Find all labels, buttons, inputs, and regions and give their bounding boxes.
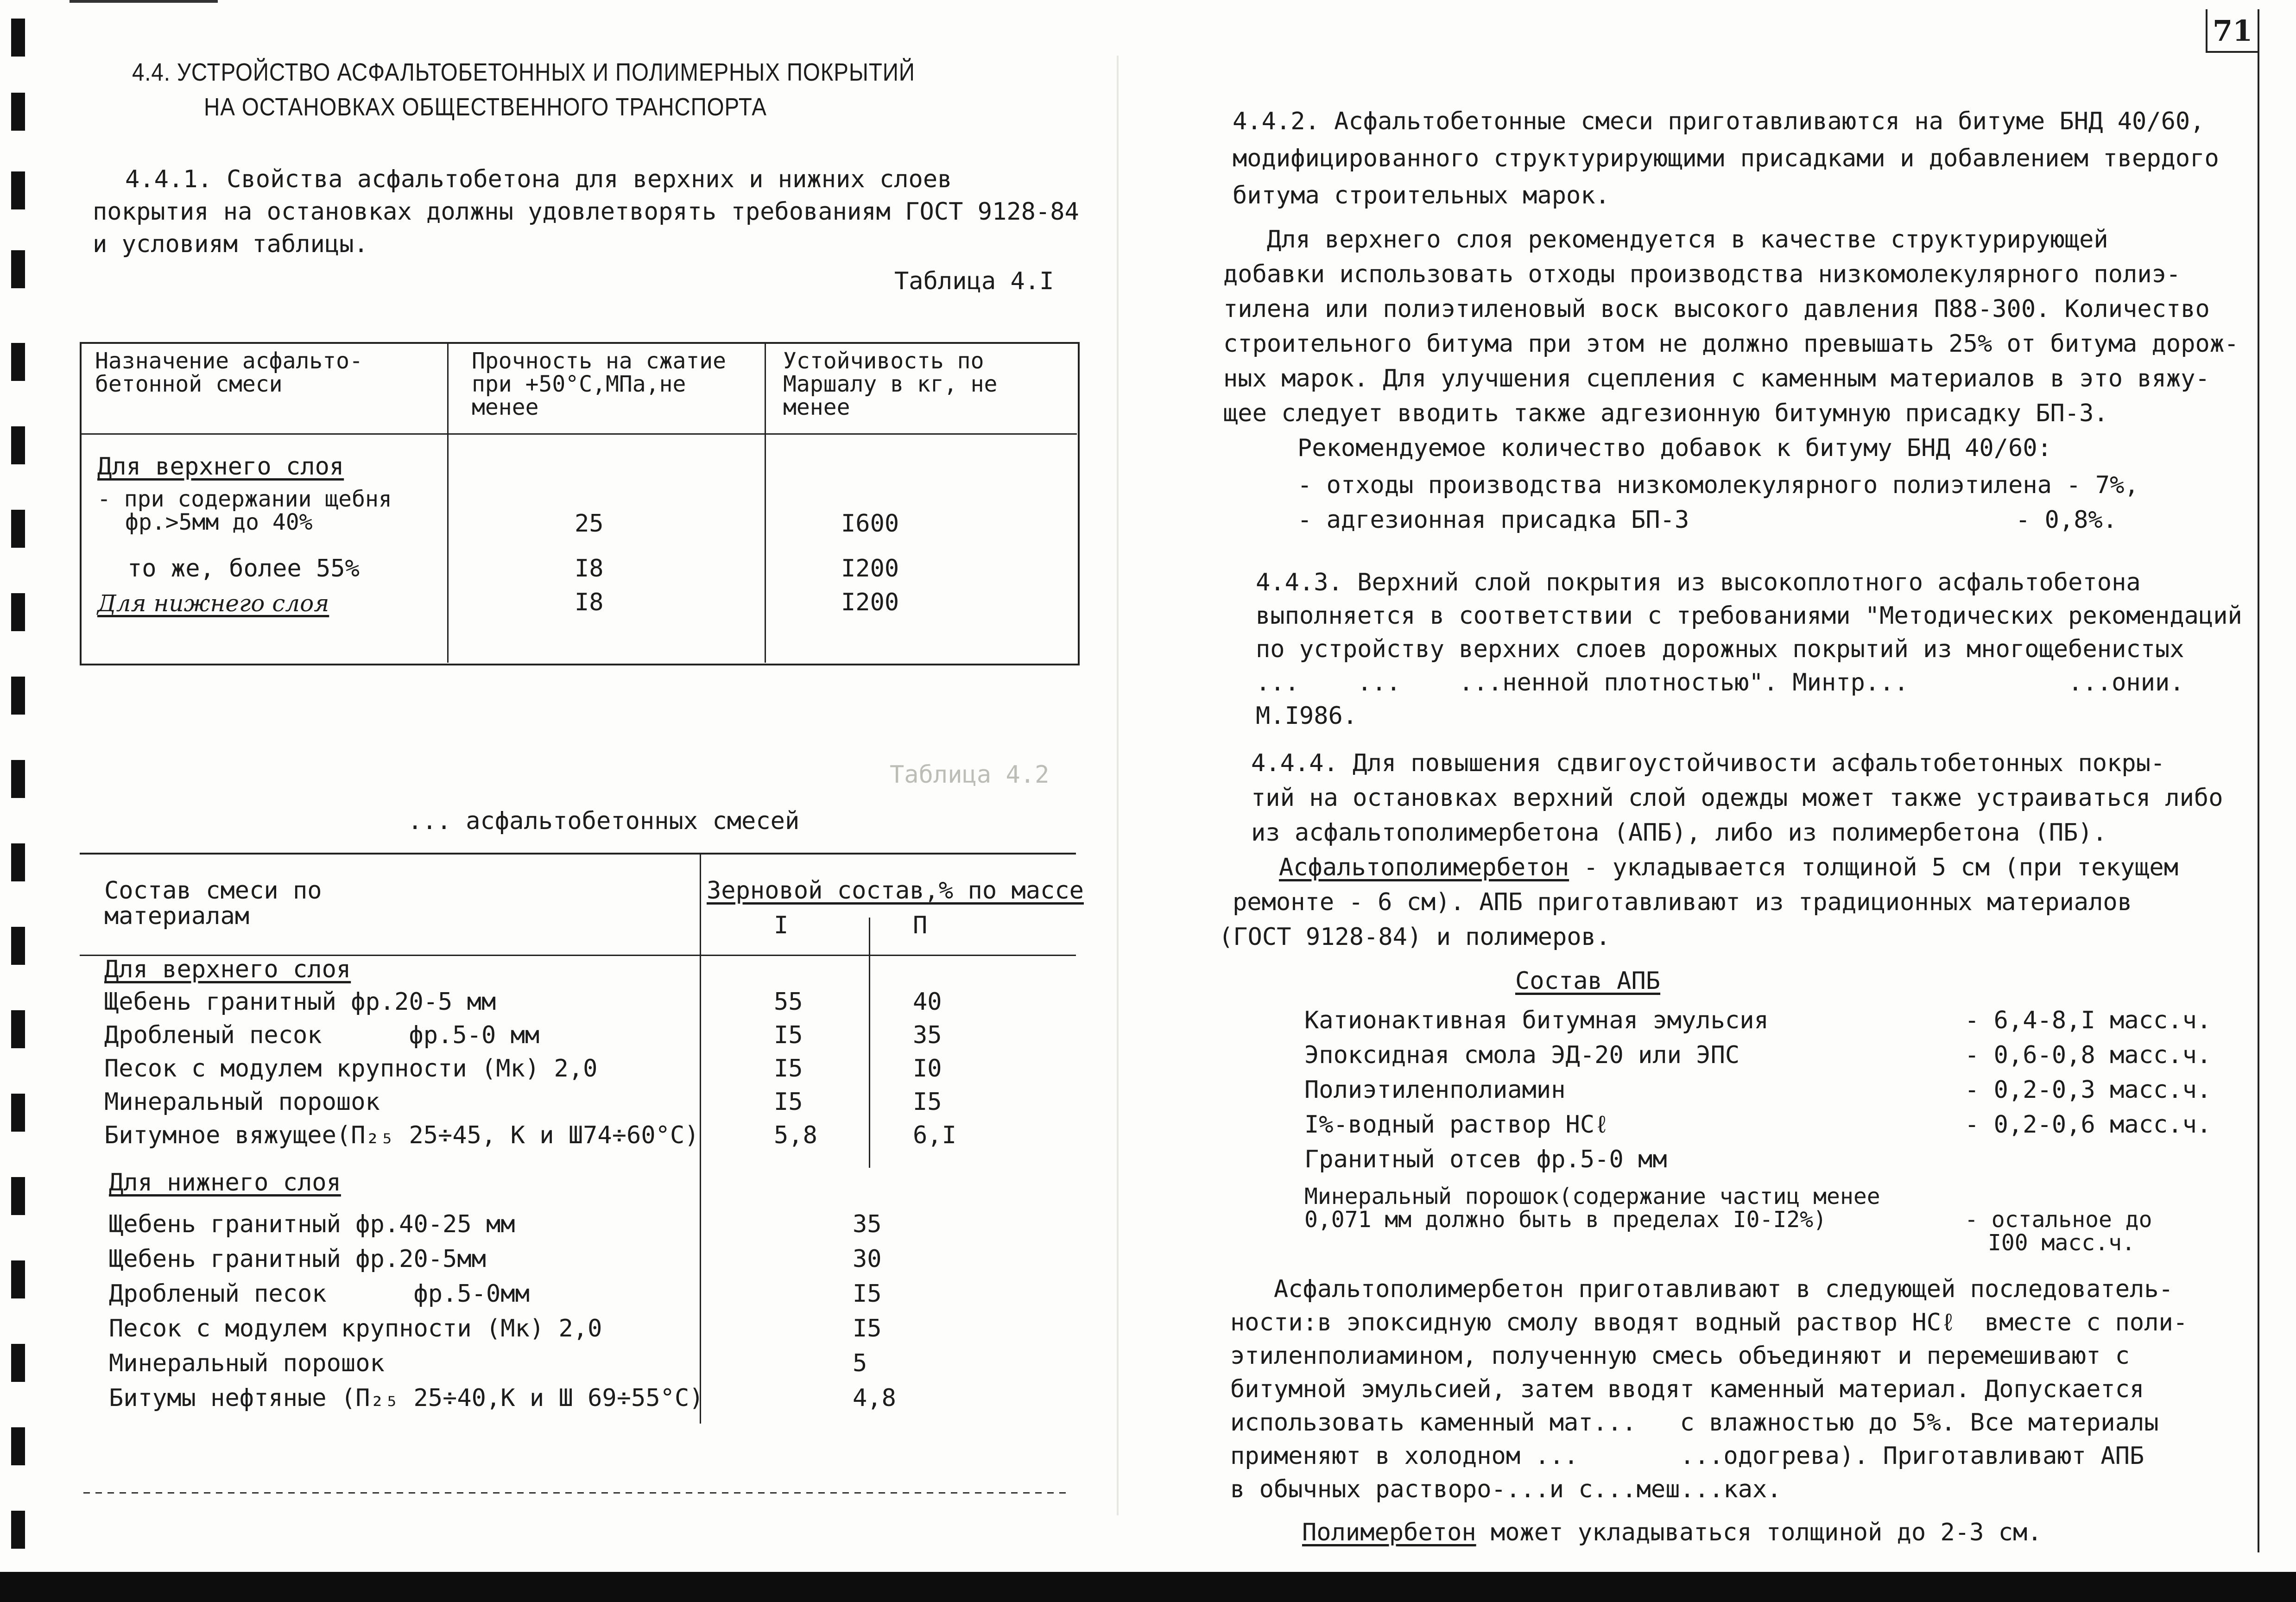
apb-term: Асфальтополимербетон xyxy=(1279,854,1569,881)
binding-mark xyxy=(11,1177,25,1215)
binding-mark xyxy=(11,1344,25,1382)
table-row-col-ii: 6,I xyxy=(913,1121,956,1149)
apb-line-1-rest: - укладывается толщиной 5 см (при текущем xyxy=(1569,854,2179,881)
binding-mark xyxy=(11,19,25,57)
section-title-line-2: НА ОСТАНОВКАХ ОБЩЕСТВЕННОГО ТРАНСПОРТА xyxy=(204,93,767,121)
table-row-name: Битумное вяжущее(П₂₅ 25÷45, К и Ш74÷60°С) xyxy=(104,1121,699,1149)
table-4-2-title: ... асфальтобетонных смесей xyxy=(408,807,800,835)
table-row-value: I5 xyxy=(853,1280,882,1308)
table-row-value: 35 xyxy=(853,1210,882,1238)
binding-mark xyxy=(11,343,25,381)
para-prep-line: битумной эмульсией, затем вводят каменный материал. Допускается xyxy=(1230,1375,2144,1403)
para-prep-line: использовать каменный мат... с влажностью до 5%. Все материалы xyxy=(1230,1409,2159,1437)
t1-col2-header-1: Прочность на сжатие xyxy=(472,348,727,374)
table-row-value: 4,8 xyxy=(853,1384,896,1412)
t1-col2-header-3: менее xyxy=(472,394,539,420)
table-4-2-caption: Таблица 4.2 xyxy=(890,761,1050,789)
t1-col1-header-2: бетонной смеси xyxy=(95,371,283,397)
table-row-col-i: 5,8 xyxy=(774,1121,817,1149)
table-row-value: I5 xyxy=(853,1315,882,1342)
para-444-line: тий на остановках верхний слой одежды может также устраиваться либо xyxy=(1251,784,2223,812)
composition-item-amount: - 0,2-0,3 масс.ч. xyxy=(1965,1076,2212,1104)
para-441-line-2: покрытия на остановках должны удовлетворять требованиям ГОСТ 9128-84 xyxy=(93,198,1079,226)
para-recommend-line: тилена или полиэтиленовый воск высокого давления П88-300. Количество xyxy=(1223,295,2210,323)
t2-upper-label: Для верхнего слоя xyxy=(104,956,351,983)
table-row-col-ii: 35 xyxy=(913,1021,942,1049)
para-441-line-1: 4.4.1. Свойства асфальтобетона для верхних и нижних слоев xyxy=(125,165,952,193)
mineral-line-1: Минеральный порошок(содержание частиц менее xyxy=(1304,1184,1880,1209)
binding-mark xyxy=(11,1427,25,1465)
pb-term: Полимербетон xyxy=(1302,1519,1476,1546)
section-title-line-1: 4.4. УСТРОЙСТВО АСФАЛЬТОБЕТОННЫХ И ПОЛИМЕРНЫХ ПОКРЫТИЙ xyxy=(132,58,915,86)
para-443-line: М.I986. xyxy=(1256,702,1358,730)
binding-mark xyxy=(11,510,25,548)
para-443-line: 4.4.3. Верхний слой покрытия из высокоплотного асфальтобетона xyxy=(1256,569,2141,596)
pb-rest: может укладываться толщиной до 2-3 см. xyxy=(1476,1519,2042,1546)
table-row-value: 5 xyxy=(853,1349,867,1377)
para-442-line: битума строительных марок. xyxy=(1233,182,1610,209)
table-row-col-ii: I0 xyxy=(913,1055,942,1083)
t1-col2-header-2: при +50°С,МПа,не xyxy=(472,371,686,397)
apb-line-2: ремонте - 6 см). АПБ приготавливают из традиционных материалов xyxy=(1233,888,2132,916)
table-4-1-divider xyxy=(447,343,449,663)
table-row-name: Дробленый песок фр.5-0мм xyxy=(109,1280,530,1308)
para-prep-line: Асфальтополимербетон приготавливают в следующей последователь- xyxy=(1230,1275,2173,1303)
t1-col3-header-2: Маршалу в кг, не xyxy=(783,371,998,397)
top-rule xyxy=(70,0,218,3)
binding-mark xyxy=(11,677,25,715)
binding-mark xyxy=(11,1010,25,1048)
para-prep-line: в обычных растворо-...и с...меш...ках. xyxy=(1230,1475,1782,1503)
apb-line-3: (ГОСТ 9128-84) и полимеров. xyxy=(1219,923,1611,951)
table-row-name: Щебень гранитный фр.40-25 мм xyxy=(109,1210,515,1238)
additive-2-value: - 0,8%. xyxy=(2016,506,2118,534)
t2-col1-header-2: материалам xyxy=(104,902,250,930)
table-4-1-divider xyxy=(765,343,766,663)
t1-upper-label: Для верхнего слоя xyxy=(97,453,344,481)
composition-item-amount: - 0,2-0,6 масс.ч. xyxy=(1965,1111,2212,1139)
t1-row1-stability: I600 xyxy=(841,510,899,538)
para-recommend-line: Для верхнего слоя рекомендуется в качестве структурирующей xyxy=(1223,226,2108,253)
table-row-col-i: 55 xyxy=(774,988,803,1016)
t1-row3-strength: I8 xyxy=(575,589,604,616)
mineral-amount-2: I00 масс.ч. xyxy=(1988,1230,2135,1256)
t1-row2-stability: I200 xyxy=(841,555,899,583)
para-prep-line: ности:в эпоксидную смолу вводят водный раствор НСℓ вместе с поли- xyxy=(1230,1309,2188,1336)
composition-item-name: I%-водный раствор НСℓ xyxy=(1304,1111,1609,1139)
para-recommend-line: добавки использовать отходы производства низкомолекулярного полиэ- xyxy=(1223,260,2181,288)
table-4-2-bottom-rule xyxy=(83,1492,1070,1494)
page-fold xyxy=(1117,56,1119,1515)
table-row-col-i: I5 xyxy=(774,1021,803,1049)
table-row-col-i: I5 xyxy=(774,1088,803,1116)
additive-1: - отходы производства низкомолекулярного полиэтилена - 7%, xyxy=(1297,471,2139,499)
table-row-name: Щебень гранитный фр.20-5мм xyxy=(109,1245,486,1273)
composition-title: Состав АПБ xyxy=(1515,967,1661,995)
binding-mark xyxy=(11,760,25,798)
bottom-bar xyxy=(0,1572,2296,1602)
t2-col-ii: П xyxy=(913,912,928,939)
para-443-line: по устройству верхних слоев дорожных покрытий из многощебенистых xyxy=(1256,635,2184,663)
composition-item-name: Эпоксидная смола ЭД-20 или ЭПС xyxy=(1304,1041,1740,1069)
mineral-amount-1: - остальное до xyxy=(1965,1207,2152,1233)
additive-2-name: - адгезионная присадка БП-3 xyxy=(1297,506,1689,534)
binding-mark xyxy=(11,843,25,881)
t1-col3-header-1: Устойчивость по xyxy=(783,348,984,374)
composition-item-name: Гранитный отсев фр.5-0 мм xyxy=(1304,1146,1667,1173)
composition-item-amount: - 0,6-0,8 масс.ч. xyxy=(1965,1041,2212,1069)
page-number: 71 xyxy=(2213,14,2253,48)
additives-title: Рекомендуемое количество добавок к битуму БНД 40/60: xyxy=(1297,434,2052,462)
t2-col1-header-1: Состав смеси по xyxy=(104,877,322,905)
para-recommend-line: ных марок. Для улучшения сцепления с каменным материалов в это вяжу- xyxy=(1223,365,2210,393)
t1-row1-name-1: - при содержании щебня xyxy=(97,486,392,512)
para-444-line: 4.4.4. Для повышения сдвигоустойчивости асфальтобетонных покры- xyxy=(1251,749,2165,777)
t1-lower-label: Для нижнего слоя xyxy=(97,590,329,617)
t1-col3-header-3: менее xyxy=(783,394,850,420)
t1-row1-name-2: фр.>5мм до 40% xyxy=(125,509,313,535)
binding-mark xyxy=(11,593,25,631)
table-4-2-divider xyxy=(869,918,870,1168)
table-row-name: Минеральный порошок xyxy=(104,1088,380,1116)
binding-mark xyxy=(11,426,25,464)
binding-marks xyxy=(11,19,27,1557)
composition-item-name: Катионактивная битумная эмульсия xyxy=(1304,1007,1769,1034)
table-4-2-top-rule xyxy=(80,853,1076,855)
mineral-line-2: 0,071 мм должно быть в пределах I0-I2%) xyxy=(1304,1207,1827,1233)
binding-mark xyxy=(11,93,25,131)
table-4-2-divider xyxy=(700,854,701,1424)
binding-mark xyxy=(11,1260,25,1298)
table-row-name: Минеральный порошок xyxy=(109,1349,385,1377)
table-4-1-caption: Таблица 4.I xyxy=(894,267,1054,295)
t1-row2-name: то же, более 55% xyxy=(127,555,360,583)
t1-row1-strength: 25 xyxy=(575,510,604,538)
para-prep-line: этиленполиамином, полученную смесь объединяют и перемешивают с xyxy=(1230,1342,2130,1370)
binding-mark xyxy=(11,250,25,288)
binding-mark xyxy=(11,171,25,209)
t1-col1-header-1: Назначение асфальто- xyxy=(95,348,363,374)
para-441-line-3: и условиям таблицы. xyxy=(93,230,368,258)
table-4-1-header-rule xyxy=(81,433,1077,435)
table-row-col-ii: I5 xyxy=(913,1088,942,1116)
binding-mark xyxy=(11,927,25,965)
table-row-col-i: I5 xyxy=(774,1055,803,1083)
para-443-line: ... ... ...ненной плотностью". Минтр... ...онии. xyxy=(1256,669,2184,697)
t1-row3-stability: I200 xyxy=(841,589,899,616)
binding-mark xyxy=(11,1094,25,1132)
composition-item-amount: - 6,4-8,I масс.ч. xyxy=(1965,1007,2212,1034)
para-443-line: выполняется в соответствии с требованиями "Методических рекомендаций xyxy=(1256,602,2242,630)
table-row-name: Битумы нефтяные (П₂₅ 25÷40,К и Ш 69÷55°С) xyxy=(109,1384,704,1412)
table-row-col-ii: 40 xyxy=(913,988,942,1016)
para-recommend-line: строительного битума при этом не должно превышать 25% от битума дорож- xyxy=(1223,330,2239,358)
table-row-name: Щебень гранитный фр.20-5 мм xyxy=(104,988,496,1016)
table-row-name: Песок с модулем крупности (Мк) 2,0 xyxy=(109,1315,602,1342)
para-442-line: 4.4.2. Асфальтобетонные смеси приготавливаются на битуме БНД 40/60, xyxy=(1233,108,2205,135)
t2-grain-header: Зерновой состав,% по массе xyxy=(707,877,1084,905)
composition-item-name: Полиэтиленполиамин xyxy=(1304,1076,1566,1104)
t1-row2-strength: I8 xyxy=(575,555,604,583)
table-row-name: Песок с модулем крупности (Мк) 2,0 xyxy=(104,1055,598,1083)
para-444-line: из асфальтополимербетона (АПБ), либо из полимербетона (ПБ). xyxy=(1251,819,2107,847)
para-442-line: модифицированного структурирующими присадками и добавлением твердого xyxy=(1233,145,2219,172)
para-recommend-line: щее следует вводить также адгезионную битумную присадку БП-3. xyxy=(1223,399,2108,427)
t2-lower-label: Для нижнего слоя xyxy=(109,1169,341,1197)
table-row-value: 30 xyxy=(853,1245,882,1273)
right-edge-rule xyxy=(2258,9,2259,1552)
table-row-name: Дробленый песок фр.5-0 мм xyxy=(104,1021,540,1049)
t2-col-i: I xyxy=(774,912,789,939)
binding-mark xyxy=(11,1511,25,1549)
para-prep-line: применяют в холодном ... ...одогрева). Приготавливают АПБ xyxy=(1230,1442,2144,1470)
